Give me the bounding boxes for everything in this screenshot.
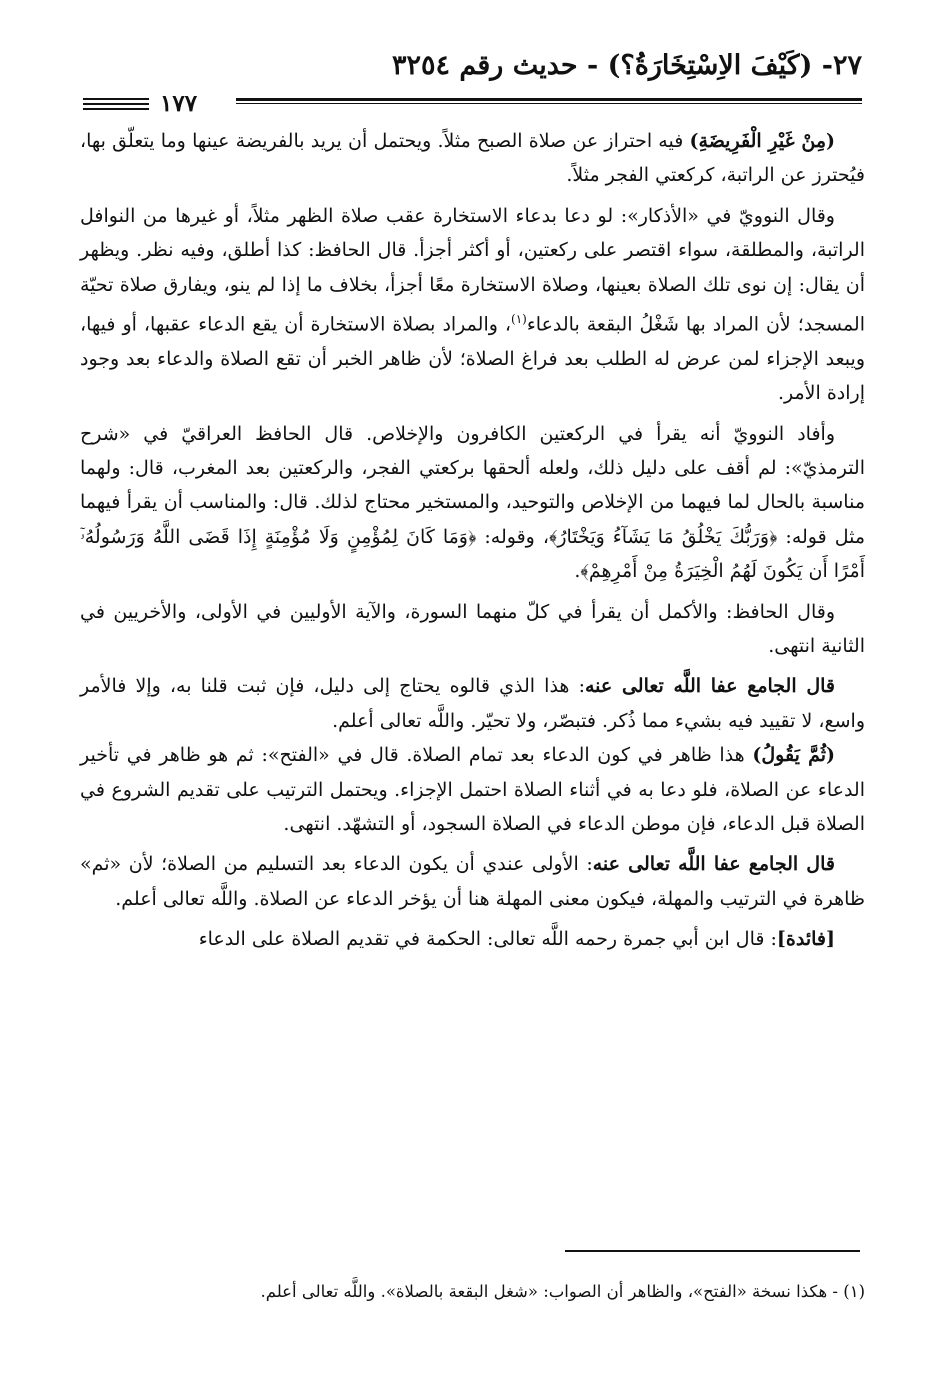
paragraph-text: : الأولى عندي أن يكون الدعاء بعد التسليم من الصلاة؛ لأن «ثم» ظاهرة في الترتيب والمهلة، فيكون معنى المهلة هنا أن يؤخر الدعاء عن الصلاة. واللَّه تعالى أعلم.: [80, 853, 865, 910]
paragraph: [80, 124, 865, 193]
paragraph-lead: قال الجامع عفا اللَّه تعالى عنه: [592, 853, 835, 876]
page-number-rule-3: [83, 108, 149, 110]
footnote-reference[interactable]: (١): [511, 312, 527, 327]
paragraph-text: وقال الحافظ: والأكمل أن يقرأ في كلّ منهما السورة، والآية الأوليين في الأولى، والأخريين في الثانية انتهى.: [80, 600, 865, 658]
paragraph: [80, 847, 865, 916]
paragraph-text-continued: ، والمراد بصلاة الاستخارة أن يقع الدعاء عقبها، أو فيها، ويبعد الإجزاء لمن عرض له الطلب بعد فراغ الصلاة؛ لأن ظاهر الخبر أن تقع الصلاة والدعاء بعد وجود إرادة الأمر.: [80, 313, 865, 405]
header-rule: [236, 98, 862, 101]
paragraph-text: : هذا الذي قالوه يحتاج إلى دليل، فإن ثبت قلنا به، وإلا فالأمر واسع، لا تقييد فيه بشيء مما ذُكر. فتبصّر، ولا تحيّر. واللَّه تعالى أعلم.: [80, 675, 865, 732]
paragraph: [80, 738, 865, 841]
paragraph: [80, 417, 865, 589]
paragraph: [80, 922, 865, 956]
page-number-rule-2: [83, 103, 149, 105]
paragraph-text: : قال ابن أبي جمرة رحمه اللَّه تعالى: الحكمة في تقديم الصلاة على الدعاء: [198, 928, 777, 951]
paragraph: [80, 199, 865, 411]
paragraph-text: هذا ظاهر في كون الدعاء بعد تمام الصلاة. قال في «الفتح»: ثم هو ظاهر في تأخير الدعاء عن الصلاة، فلو دعا به في أثناء الصلاة احتمل الإجزاء. ويحتمل الترتيب على تقديم الشروع في الصلاة قبل الدعاء، فإن موطن الدعاء في الصلاة السجود، أو التشهّد. انتهى.: [80, 744, 865, 836]
footnote-separator: [565, 1250, 860, 1252]
paragraph: [80, 669, 865, 738]
paragraph-text: فيه احتراز عن صلاة الصبح مثلاً. ويحتمل أن يريد بالفريضة عينها وما يتعلّق بها، فيُحترز عن الراتبة، كركعتي الفجر مثلاً.: [80, 130, 865, 187]
paragraph-lead: (ثُمَّ يَقُولُ): [752, 744, 836, 767]
header-rule-thin: [236, 103, 862, 104]
page-number: ١٧٧: [160, 90, 198, 117]
body-text: [80, 124, 865, 963]
running-title: ٢٧- (كَيْفَ الاِسْتِخَارَةُ؟) - حديث رقم ٣٢٥٤: [392, 50, 862, 81]
footnote: (١) - هكذا نسخة «الفتح»، والظاهر أن الصواب: «شغل البقعة بالصلاة». واللَّه تعالى أعلم.: [260, 1282, 865, 1301]
paragraph-lead: قال الجامع عفا اللَّه تعالى عنه: [584, 675, 835, 698]
paragraph-lead: (مِنْ غَيْرِ الْفَرِيضَةِ): [689, 130, 835, 152]
paragraph-lead: [فائدة]: [776, 928, 835, 951]
paragraph: [80, 595, 865, 664]
paragraph-text: وأفاد النوويّ أنه يقرأ في الركعتين الكافرون والإخلاص. قال الحافظ العراقيّ في «شرح الترمذيّ»: لم أقف على دليل ذلك، ولعله ألحقها بركعتي الفجر، والركعتين بعد المغرب، قال: ولهما مناسبة بالحال لما فيهما من الإخلاص والتوحيد، والمستخير محتاج لذلك. قال: والمناسب أن يقرأ فيهما مثل قوله: ﴿وَرَبُّكَ يَخْلُقُ مَا يَشَآءُ وَيَخْتَارُ﴾، وقوله: ﴿وَمَا كَانَ لِمُؤْمِنٍ وَلَا مُؤْمِنَةٍ إِذَا قَضَى اللَّهُ وَرَسُولُهُۥٓ أَمْرًا أَن يَكُونَ لَهُمُ الْخِيَرَةُ مِنْ أَمْرِهِمْ﴾.: [80, 422, 865, 583]
paragraph-text: وقال النوويّ في «الأذكار»: لو دعا بدعاء الاستخارة عقب صلاة الظهر مثلاً، أو غيرها من النوافل الراتبة، والمطلقة، سواء اقتصر على ركعتين، أو أكثر أجزأ. قال الحافظ: كذا أطلق، وفيه نظر. ويظهر أن يقال: إن نوى تلك الصلاة بعينها، وصلاة الاستخارة معًا أجزأ، بخلاف ما إذا لم ينو، ويفارق صلاة تحيّة المسجد؛ لأن المراد بها شَغْلُ البقعة بالدعاء: [80, 204, 865, 336]
page-number-rule-1: [83, 98, 149, 100]
